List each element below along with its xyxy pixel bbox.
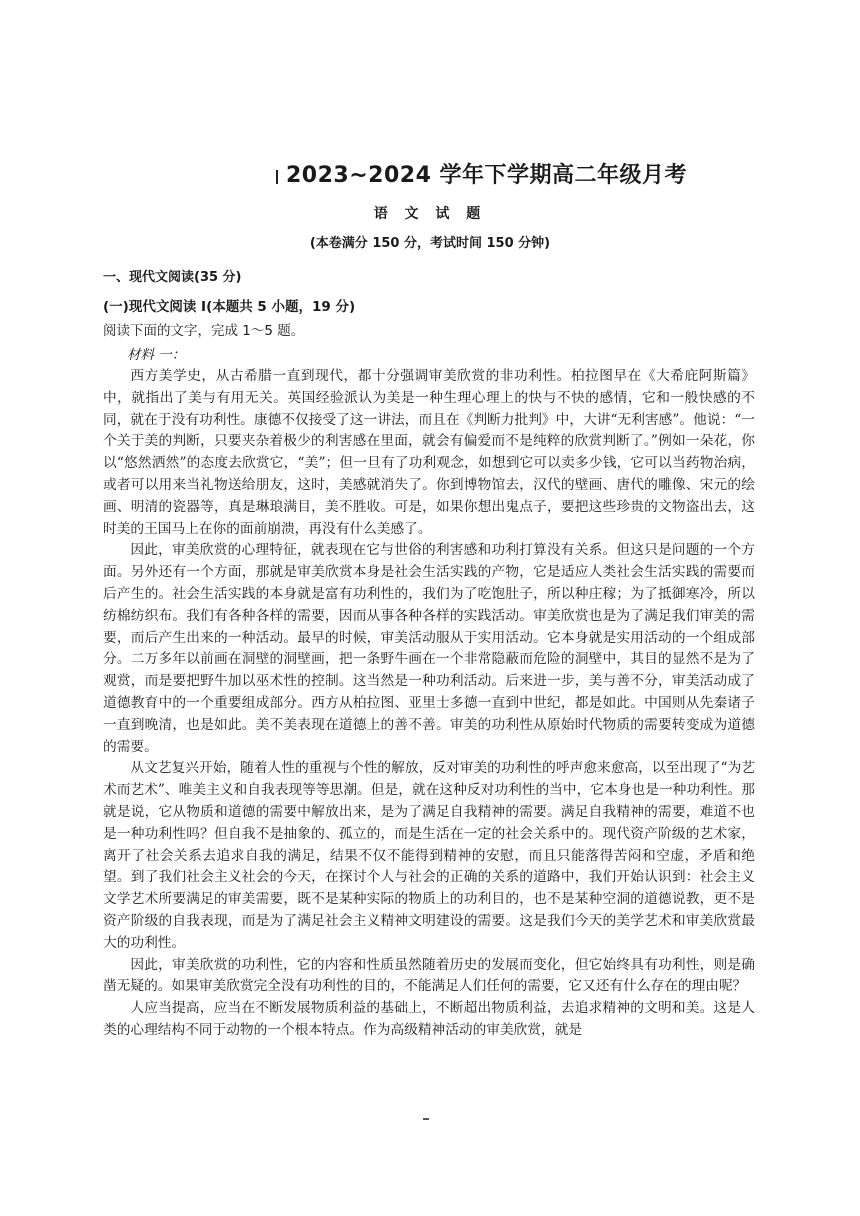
material-label: 材料 一： [127,347,186,363]
section-heading: 一、现代文阅读(35 分) [103,270,242,285]
passage-body [103,366,755,1042]
paragraph: 因此，审美欣赏的心理特征，就表现在它与世俗的利害感和功利打算没有关系。但这只是问题的一个方面。另外还有一个方面，那就是审美欣赏本身是社会生活实践的产物，它是适应人类社会生活实践的需要而后产生的。社会生活实践的本身就是富有功利性的，我们为了吃饱肚子，所以种庄稼；为了抵御寒冷，所以纺棉纺织布。我们有各种各样的需要，因而从事各种各样的实践活动。审美欣赏也是为了满足我们审美的需要，而后产生出来的一种活动。最早的时候，审美活动服从于实用活动。它本身就是实用活动的一个组成部分。二万多年以前画在洞壁的洞壁画，把一条野牛画在一个非常隐蔽而危险的洞壁中，其目的显然不是为了观赏，而是要把野牛加以巫术性的控制。这当然是一种功利活动。后来进一步，美与善不分，审美活动成了道德教育中的一个重要组成部分。西方从柏拉图、亚里士多德一直到中世纪，都是如此。中国则从先秦诸子一直到晚清，也是如此。美不美表现在道德上的善不善。审美的功利性从原始时代物质的需要转变成为道德的需要。 [103,542,755,755]
footer-mark [423,1118,429,1120]
paragraph: 人应当提高，应当在不断发展物质利益的基础上，不断超出物质利益，去追求精神的文明和美。这是人类的心理结构不同于动物的一个根本特点。作为高级精神活动的审美欣赏，就是 [103,1000,755,1038]
subject-title: 语 文 试 题 [373,206,487,222]
subsection-heading: (一)现代文阅读 I(本题共 5 小题，19 分) [103,299,356,315]
paragraph: 从文艺复兴开始，随着人性的重视与个性的解放，反对审美的功利性的呼声愈来愈高，以至出现了“为艺术而艺术”、唯美主义和自我表现等等思潮。但是，就在这种反对功利性的当中，它本身也是一种功利性。那就是说，它从物质和道德的需要中解放出来，是为了满足自我精神的需要。满足自我精神的需要，难道不也是一种功利性吗？但自我不是抽象的、孤立的，而是生活在一定的社会关系中的。现代资产阶级的艺术家，离开了社会关系去追求自我的满足，结果不仅不能得到精神的安慰，而且只能落得苦闷和空虚，矛盾和绝望。到了我们社会主义社会的今天，在探讨个人与社会的正确的关系的道路中，我们开始认识到：社会主义文学艺术所要满足的审美需要，既不是某种实际的物质上的功利目的，也不是某种空洞的道德说教，更不是资产阶级的自我表现，而是为了满足社会主义精神文明建设的需要。这是我们今天的美学艺术和审美欣赏最大的功利性。 [103,760,755,951]
reading-instruction: 阅读下面的文字，完成 1～5 题。 [103,323,305,339]
exam-title: 2023~2024 学年下学期高二年级月考 [286,163,688,188]
scan-mark [276,170,278,184]
exam-info: (本卷满分 150 分，考试时间 150 分钟) [309,236,551,251]
paragraph: 西方美学史，从古希腊一直到现代，都十分强调审美欣赏的非功利性。柏拉图早在《大希庇阿斯篇》中，就指出了美与有用无关。英国经验派认为美是一种生理心理上的快与不快的感情，它和一般快感的不同，就在于没有功利性。康德不仅接受了这一讲法，而且在《判断力批判》中，大讲“无利害感”。他说：“一个关于美的判断，只要夹杂着极少的利害感在里面，就会有偏爱而不是纯粹的欣赏判断了。”例如一朵花，你以“悠然洒然”的态度去欣赏它，“美”；但一旦有了功利观念，如想到它可以卖多少钱，它可以当药物治病，或者可以用来当礼物送给朋友，这时，美感就消失了。你到博物馆去，汉代的壁画、唐代的雕像、宋元的绘画、明清的瓷器等，真是琳琅满目，美不胜收。可是，如果你想出鬼点子，要把这些珍贵的文物盗出去，这时美的王国马上在你的面前崩溃，再没有什么美感了。 [103,368,755,537]
paragraph: 因此，审美欣赏的功利性，它的内容和性质虽然随着历史的发展而变化，但它始终具有功利性，则是确凿无疑的。如果审美欣赏完全没有功利性的目的，不能满足人们任何的需要，它又还有什么存在的理由呢？ [103,956,755,995]
